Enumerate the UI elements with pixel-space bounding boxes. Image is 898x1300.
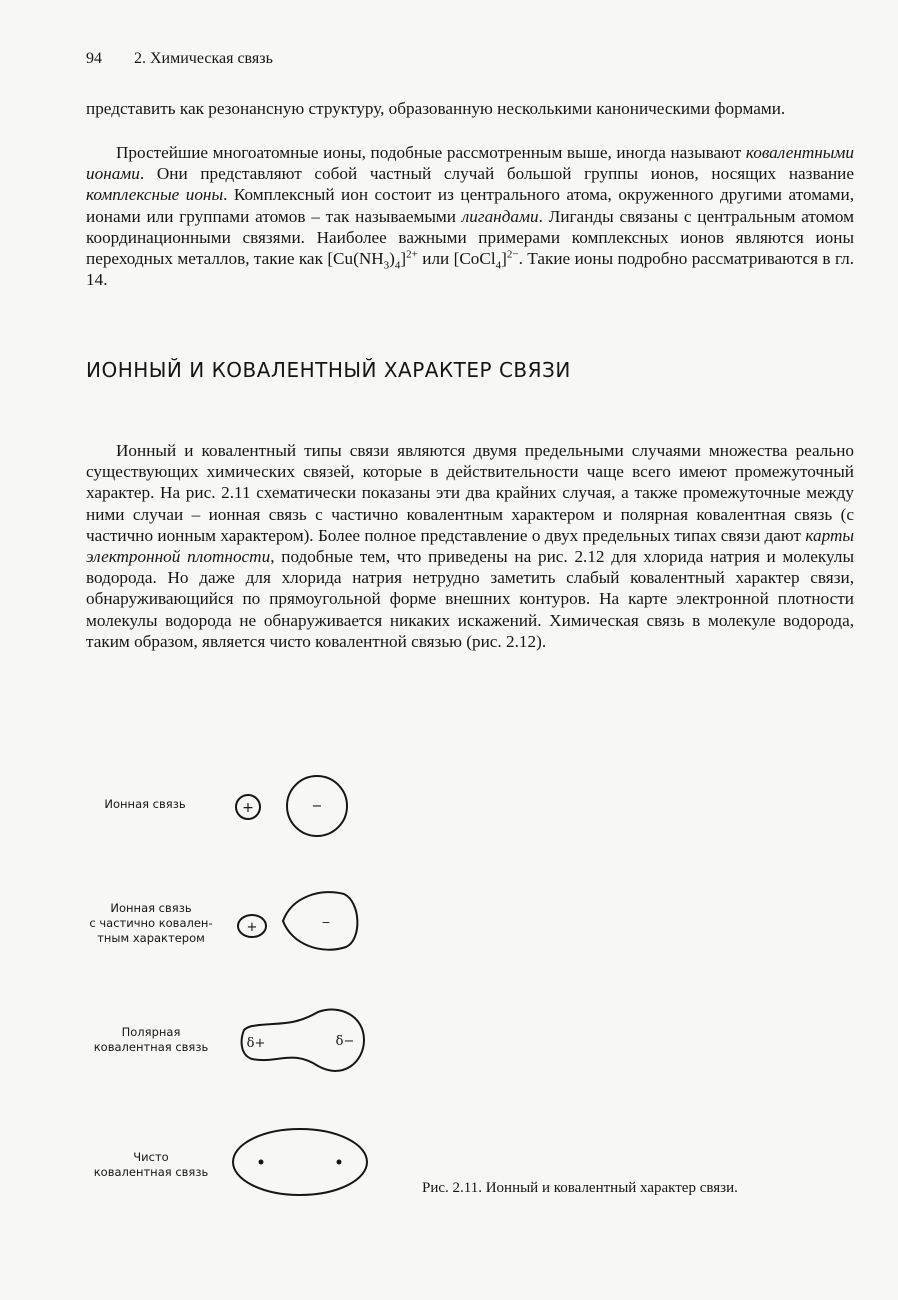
label-line: Полярная: [121, 1025, 181, 1039]
p2-text-11: ]: [501, 249, 507, 269]
label-line: ковалентная связь: [93, 1165, 209, 1179]
label-line: Чисто: [133, 1150, 169, 1164]
p2-text-3: . Они представляют собой частный случай большой группы ионов, носящих название: [139, 164, 854, 184]
p3-text-3: , подобные тем, что приведены на рис. 2.12 для хлорида натрия и молекулы водорода. Но даже для хлорида натрия нетрудно заметить слабый ковалентный характер связи, обнаруживающийся по прямоугольной форме внешних контуров. На карте электронной плотности молекулы водорода не обнаруживается никаких искажений. Химическая связь в молекуле водорода, таким образом, является чисто ковалентной связью (рис. 2.12).: [86, 547, 854, 651]
minus-sign-2: −: [321, 916, 331, 929]
label-line: тным характером: [97, 931, 205, 945]
plus-sign-2: +: [246, 920, 258, 935]
page-number: 94: [86, 50, 102, 67]
plus-sign: +: [242, 800, 254, 816]
label-line: с частично ковален-: [89, 916, 213, 930]
term-ligands: лигандами: [461, 206, 539, 226]
nucleus-dot-left: [259, 1160, 264, 1165]
label-ionic-bond: Ионная связь: [104, 797, 186, 811]
figure-caption: Рис. 2.11. Ионный и ковалентный характер связи.: [422, 1180, 738, 1196]
label-line: Ионная связь: [110, 901, 192, 915]
delta-minus: δ−: [335, 1034, 355, 1049]
term-covalent-ions: ковалентными ионами: [86, 143, 854, 184]
section-title: ИОННЫЙ И КОВАЛЕНТНЫЙ ХАРАКТЕР СВЯЗИ: [86, 358, 571, 382]
formula-sub: 4: [394, 259, 401, 272]
p2-text-12: . Такие ионы подробно рассматриваются в гл. 14.: [86, 249, 854, 290]
p2-text-9: ]: [400, 249, 407, 269]
term-electron-density-maps: карты электронной плотности: [86, 525, 854, 567]
p3-text-1: Ионный и ковалентный типы связи являются двумя предельными случаями множества реально существующих химических связей, которые в действительности чаще всего имеют промежуточный характер. На рис. 2.11 схематически показаны эти два крайних случая, а также промежуточные между ними случаи – ионная связь с частично ковалентным характером и полярная ковалентная связь (с частично ионным характером). Более полное представление о двух предельных типах связи дают: [86, 441, 854, 545]
formula-sub: 3: [383, 259, 390, 272]
p2-text-7: . Лиганды связаны с центральным атомом координационными связями. Наиболее важными примерами комплексных ионов являются ионы переходных металлов, такие как [Cu(NH: [86, 206, 854, 269]
anion-polarized: [283, 892, 357, 950]
nucleus-dot-right: [337, 1160, 342, 1165]
p2-text-5: . Комплексный ион состоит из центрального атома, окруженного другими атомами, ионами или группами атомов – так называемыми: [86, 185, 854, 226]
term-complex-ions: комплексные ионы: [86, 185, 224, 205]
formula-sub: 4: [495, 259, 502, 272]
label-line: ковалентная связь: [93, 1040, 209, 1054]
chapter-title: 2. Химическая связь: [134, 50, 273, 67]
covalent-ellipse: [233, 1129, 367, 1195]
p2-text-10: или [CoCl: [417, 249, 496, 269]
p2-text-1: Простейшие многоатомные ионы, подобные рассмотренным выше, иногда называют: [116, 143, 746, 162]
formula-sup: 2−: [506, 248, 519, 261]
paragraph-1: представить как резонансную структуру, образованную несколькими каноническими формами.: [86, 99, 786, 118]
delta-plus: δ+: [246, 1036, 266, 1051]
p2-text-8: ): [389, 249, 395, 269]
minus-sign: −: [311, 799, 323, 814]
formula-sup: 2+: [406, 248, 418, 261]
